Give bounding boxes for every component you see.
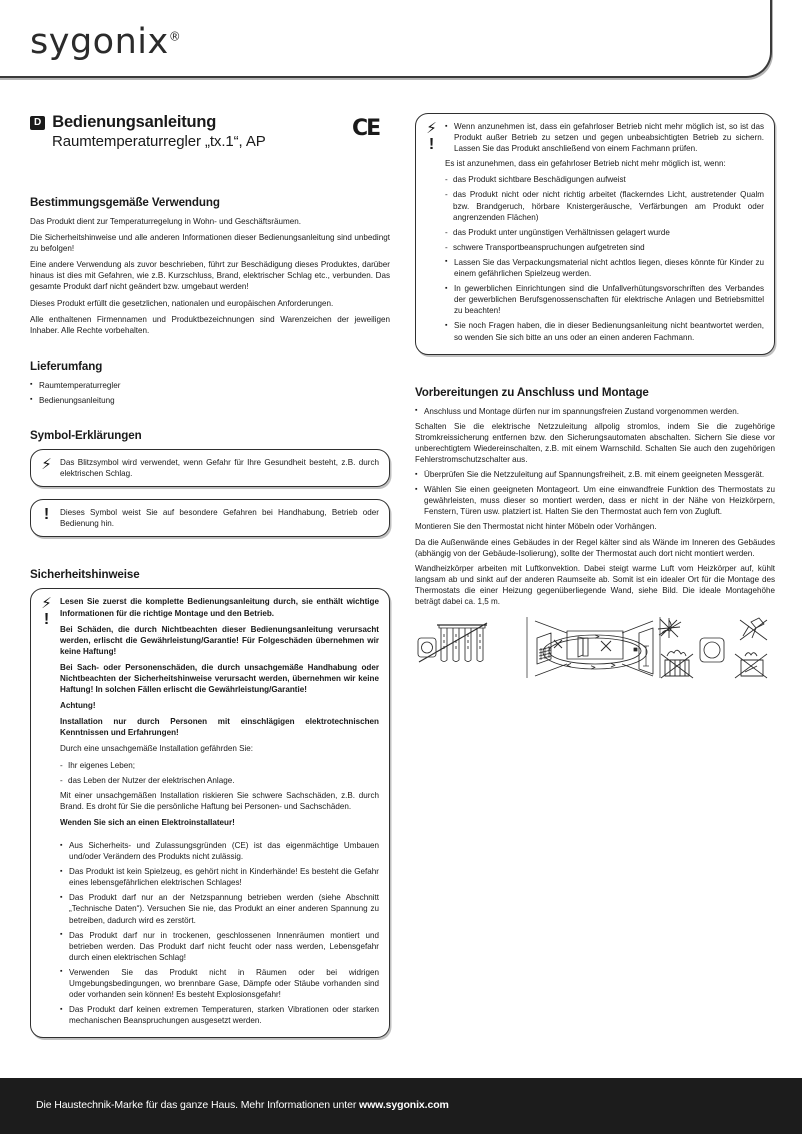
lightning-bolt-icon: ⚡︎	[426, 119, 437, 137]
spacer	[60, 833, 379, 840]
footer-tagline: Die Haustechnik-Marke für das ganze Haus. Mehr Informationen unter	[36, 1099, 360, 1111]
intended-use-paragraph: Das Produkt dient zur Temperaturregelung in Wohn- und Geschäftsräumen.	[30, 217, 301, 226]
safety-notes-box	[30, 588, 390, 1038]
intended-use-paragraph: Die Sicherheitshinweise und alle anderen Informationen dieser Bedienungsanleitung sind unbedingt zu befolgen!	[30, 233, 390, 254]
symbol-lightning-text: Das Blitzsymbol wird verwendet, wenn Gefahr für Ihre Gesundheit besteht, z.B. durch elektrischen Schlag.	[60, 458, 379, 479]
right-column	[415, 113, 775, 682]
safety-bullet-list	[60, 840, 379, 1026]
list-item: ▪ Überprüfen Sie die Netzzuleitung auf Spannungsfreiheit, z.B. mit einem geeigneten Messgerät.	[415, 469, 775, 480]
registered-mark: ®	[168, 29, 182, 44]
list-item: Da die Außenwände eines Gebäudes in der Regel kälter sind als Wände im Inneren des Gebäudes (abhängig von der Gebäude-Isolierung), sollte der Thermostat auch dort nicht montiert werden.	[415, 537, 775, 558]
page-subtitle: Raumtemperaturregler „tx.1“, AP	[52, 133, 266, 150]
heading-intended-use: Bestimmungsgemäße Verwendung	[30, 196, 220, 209]
spacer	[30, 341, 390, 360]
list-item: - schwere Transportbeanspruchungen aufgetreten sind	[445, 242, 764, 253]
list-item: ▪ Sie noch Fragen haben, die in dieser Bedienungsanleitung nicht beantwortet werden, so wenden Sie sich bitte an uns oder an einen anderen Fachmann.	[445, 320, 764, 342]
list-item: ▪ Das Produkt ist kein Spielzeug, es gehört nicht in Kinderhände! Es besteht die Gefahr eines lebensgefährlichen elektrischen Schlages!	[60, 866, 379, 888]
panel-room-convection	[535, 621, 653, 676]
note-text	[60, 457, 379, 479]
brand-logo-text: sygonix	[30, 22, 169, 62]
safety-paragraph: Bei Schäden, die durch Nichtbeachten dieser Bedienungsanleitung verursacht werden, erlischt die Gewährleistung/Garantie! Für Folgeschäden übernehmen wir keine Haftung!	[60, 624, 379, 656]
note-icon-group	[425, 121, 438, 347]
heading-symbol-explanations: Symbol-Erklärungen	[30, 429, 142, 443]
mounting-illustration	[415, 616, 775, 682]
heading-scope-of-delivery: Lieferumfang	[30, 359, 103, 373]
safety-paragraph: Durch eine unsachgemäße Installation gefährden Sie:	[60, 744, 254, 754]
intended-use-paragraph: Dieses Produkt erfüllt die gesetzlichen, nationalen und europäischen Anforderungen.	[30, 298, 334, 308]
page-title: Bedienungsanleitung	[52, 113, 217, 131]
scope-of-delivery-list	[30, 380, 390, 406]
safety-paragraph: Installation nur durch Personen mit einschlägigen elektrotechnischen Kenntnissen und Erfahrungen!	[60, 717, 379, 738]
note-text	[445, 121, 764, 347]
list-item: ▪ Lassen Sie das Verpackungsmaterial nicht achtlos liegen, dieses könnte für Kinder zu einem gefährlichen Spielzeug werden.	[445, 257, 764, 279]
exclamation-mark-icon: !	[43, 506, 50, 524]
exclamation-mark-icon: !	[428, 136, 435, 153]
list-item: Montieren Sie den Thermostat nicht hinter Möbeln oder Vorhängen.	[415, 522, 657, 532]
language-badge: D	[30, 116, 45, 130]
note-icon-group	[40, 596, 53, 1030]
safety-paragraph-attention: Achtung!	[60, 701, 96, 711]
list-item: - das Produkt nicht oder nicht richtig arbeitet (flackerndes Licht, austretender Qualm bzw. Brandgeruch, hörbare Knistergeräusche, Verfärbungen am Produkt oder angrenzenden Flächen)	[445, 189, 764, 222]
panel-avoid-sources	[658, 618, 767, 678]
list-item: - das Leben der Nutzer der elektrischen Anlage.	[60, 775, 379, 786]
safety-paragraph: Lesen Sie zuerst die komplette Bedienungsanleitung durch, sie enthält wichtige Informationen für die richtige Montage und den Betrieb.	[60, 597, 379, 618]
list-item: ▪ Aus Sicherheits- und Zulassungsgründen (CE) ist das eigenmächtige Umbauen und/oder Verändern des Produkts nicht zulässig.	[60, 840, 379, 862]
list-item: ▪ In gewerblichen Einrichtungen sind die Unfallverhütungsvorschriften des Verbandes der gewerblichen Berufsgenossenschaften für elektrische Anlagen und Betriebsmittel zu beachten!	[445, 283, 764, 316]
safety-dash-list	[60, 760, 379, 786]
list-item: ▪ Bedienungsanleitung	[30, 395, 390, 406]
list-item: Wandheizkörper arbeiten mit Luftkonvektion. Dabei steigt warme Luft vom Heizkörper auf, kühlt langsam ab und sinkt auf der anderen Raumseite ab. Somit ist ein idealer Ort für die Montage des Thermostats die einer Heizung gegenüberliegende Wand, siehe Bild. Die ideale Montagehöhe beträgt dabei ca. 1,5 m.	[415, 563, 775, 606]
note-text	[60, 596, 379, 1030]
page-footer	[0, 1078, 802, 1134]
panel-curtain-forbidden	[418, 623, 487, 662]
preparation-list	[415, 406, 775, 608]
note-text	[60, 507, 379, 529]
safety-paragraph: Mit einer unsachgemäßen Installation riskieren Sie schwere Sachschäden, z.B. durch Brand. Es droht für Sie die persönliche Haftung bei Personen- und Sachschäden.	[60, 790, 379, 811]
list-item: - Ihr eigenes Leben;	[60, 760, 379, 771]
footer-website: www.sygonix.com	[359, 1099, 449, 1111]
warning-dash-list	[445, 174, 764, 253]
ce-mark-icon: CE	[352, 116, 380, 141]
list-item: ▪ Anschluss und Montage dürfen nur im spannungsfreien Zustand vorgenommen werden.	[415, 406, 775, 417]
footer-text	[36, 1099, 449, 1111]
warning-bullet-list-top	[445, 121, 764, 154]
symbol-box-lightning	[30, 449, 390, 487]
list-item: ▪ Verwenden Sie das Produkt nicht in Räumen oder bei widrigen Umgebungsbedingungen, wo brennbare Gase, Dämpfe oder Stäube vorhanden sind oder vorhanden sein können! Es besteht Explosionsgefahr!	[60, 967, 379, 1000]
note-icon-group	[40, 457, 53, 479]
note-icon-group	[40, 507, 53, 529]
symbol-exclamation-text: Dieses Symbol weist Sie auf besondere Gefahren bei Handhabung, Betrieb oder Bedienung hin.	[60, 508, 379, 529]
warning-bullet-list-bottom	[445, 257, 764, 343]
left-column	[30, 196, 390, 1038]
safety-paragraph-electrician: Wenden Sie sich an einen Elektroinstallateur!	[60, 817, 235, 827]
heading-preparation: Vorbereitungen zu Anschluss und Montage	[415, 385, 649, 399]
heading-safety-notes: Sicherheitshinweise	[30, 568, 140, 582]
list-item: ▪ Das Produkt darf keinen extremen Temperaturen, starken Vibrationen oder starken mechanischen Beanspruchungen ausgesetzt werden.	[60, 1004, 379, 1026]
safety-paragraph: Bei Sach- oder Personenschäden, die durch unsachgemäße Handhabung oder Nichtbeachten der Sicherheitshinweise verursacht werden, übernehmen wir keine Haftung! In solchen Fällen erlischt die Gewährleistung/Garantie!	[60, 662, 379, 695]
intended-use-paragraph: Eine andere Verwendung als zuvor beschrieben, führt zur Beschädigung dieses Produktes, darüber hinaus ist dies mit Gefahren, wie z.B. Kurzschluss, Brand, elektrischer Schlag etc., verbunden. Das gesamte Produkt darf nicht geändert bzw. umgebaut werden!	[30, 260, 390, 292]
lightning-bolt-icon: ⚡︎	[41, 594, 52, 613]
list-item: ▪ Raumtemperaturregler	[30, 380, 390, 391]
list-item: - das Produkt sichtbare Beschädigungen aufweist	[445, 174, 764, 185]
danger-warning-box	[415, 113, 775, 355]
symbol-box-exclamation	[30, 499, 390, 537]
list-item: ▪ Das Produkt darf nur an der Netzspannung betrieben werden (siehe Abschnitt „Technische Daten“). Versuchen Sie nie, das Produkt an einer anderen Spannung zu betreiben, dadurch wird es zerstört.	[60, 892, 379, 925]
list-item: - das Produkt unter ungünstigen Verhältnissen gelagert wurde	[445, 227, 764, 238]
list-item: ▪ Wählen Sie einen geeigneten Montageort. Um eine einwandfreie Funktion des Thermostats zu gewährleisten, muss dieser so montiert werden, dass er nicht in der Nähe von Heizkörpern, Fenstern, Türen usw. platziert ist. Halten Sie den Thermostat auch fern von Zugluft.	[415, 484, 775, 517]
list-item: ▪ Das Produkt darf nur in trockenen, geschlossenen Innenräumen montiert und betrieben werden. Das Produkt darf nicht feucht oder nass werden, Lebensgefahr durch einen elektrischen Schlag!	[60, 930, 379, 963]
warning-paragraph: Es ist anzunehmen, dass ein gefahrloser Betrieb nicht mehr möglich ist, wenn:	[445, 159, 726, 169]
list-item: ▪ Wenn anzunehmen ist, dass ein gefahrloser Betrieb nicht mehr möglich ist, so ist das Produkt außer Betrieb zu setzen und gegen unbeabsichtigten Betrieb zu sichern. Lassen Sie das Produkt anschließend von einem Fachmann prüfen.	[445, 121, 764, 154]
lightning-bolt-icon: ⚡︎	[41, 455, 52, 474]
brand-logo	[30, 22, 181, 62]
list-item: Schalten Sie die elektrische Netzzuleitung allpolig stromlos, indem Sie die zugehörige Stromkreissicherung entfernen bzw. den Sicherungsautomaten abschalten. Sichern Sie diese vor unberechtigtem Wiedereinschalten, z.B. mit einem Warnschild. Schalten Sie auch den zugehörigen Fehlerstromschutzschalter aus.	[415, 421, 775, 464]
spacer	[30, 410, 390, 429]
intended-use-paragraph: Alle enthaltenen Firmennamen und Produktbezeichnungen sind Warenzeichen der jeweiligen Inhaber. Alle Rechte vorbehalten.	[30, 314, 390, 335]
spacer	[415, 367, 775, 386]
exclamation-mark-icon: !	[43, 611, 50, 629]
spacer	[30, 549, 390, 568]
